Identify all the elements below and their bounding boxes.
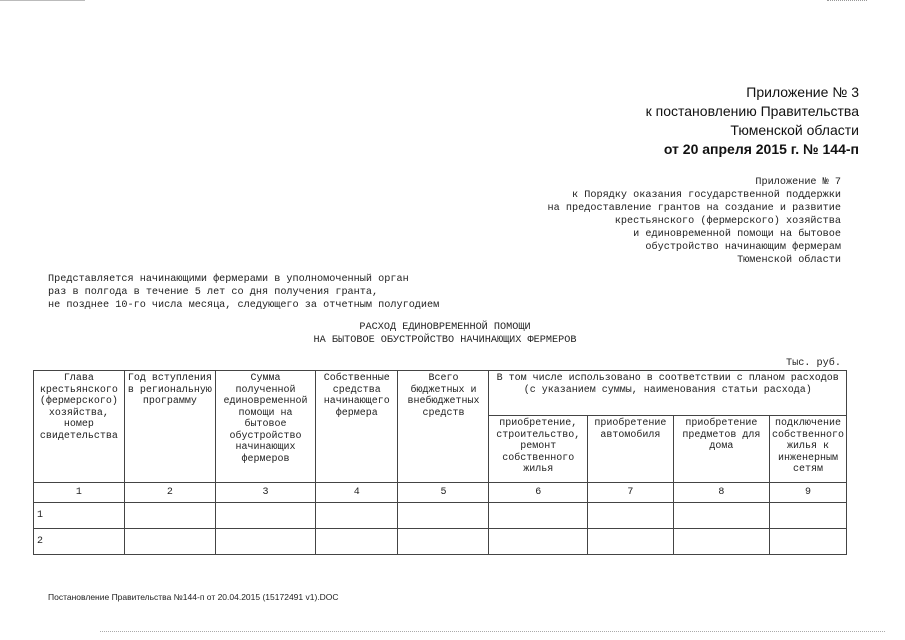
table-cell [588,503,674,529]
table-cell [769,529,846,555]
table-cell [215,503,315,529]
column-number: 5 [398,483,489,503]
intro-line: раз в полгода в течение 5 лет со дня получения гранта, [48,287,379,298]
appendix-resolution: к постановлению Правительства [645,103,859,119]
table-cell [398,529,489,555]
table-header-row [34,371,847,416]
table-cell [124,529,215,555]
table-cell [215,529,315,555]
column-number: 1 [34,483,125,503]
header-utilities: подключение собственного жилья к инженерным сетям [769,416,846,483]
title-line-1: РАСХОД ЕДИНОВРЕМЕННОЙ ПОМОЩИ [359,322,531,333]
intro-line: не позднее 10-го числа месяца, следующего за отчетным полугодием [48,300,440,311]
row-number: 1 [34,503,125,529]
table-cell [489,503,588,529]
appendix-number: Приложение № 3 [746,84,859,100]
column-number: 6 [489,483,588,503]
sub-appendix-line: обустройство начинающим фермерам [645,242,841,253]
scan-edge-line [0,0,85,1]
header-housing: приобретение, строительство, ремонт собственного жилья [489,416,588,483]
header-own-funds: Собственные средства начинающего фермера [316,371,398,483]
column-number: 4 [316,483,398,503]
table-cell [489,529,588,555]
appendix-header [459,83,859,159]
sub-appendix-line: крестьянского (фермерского) хозяйства [614,216,841,227]
header-car: приобретение автомобиля [588,416,674,483]
table-number-row [34,483,847,503]
footer-filename: Постановление Правительства №144-п от 20.04.2015 (15172491 v1).DOC [48,592,339,602]
table-cell [769,503,846,529]
table-cell [673,503,769,529]
table-cell [673,529,769,555]
scan-edge-marks [827,0,867,3]
sub-appendix-line: и единовременной помощи на бытовое [633,229,841,240]
column-number: 9 [769,483,846,503]
table-cell [124,503,215,529]
intro-note [48,273,508,312]
expense-table [33,370,847,555]
document-title [220,322,670,347]
sub-appendix [411,176,841,267]
header-household-items: приобретение предметов для дома [673,416,769,483]
units-label: Тыс. руб. [785,358,841,369]
sub-appendix-line: Приложение № 7 [755,177,841,188]
sub-appendix-line: Тюменской области [737,255,841,266]
table-cell [588,529,674,555]
table-cell [316,529,398,555]
appendix-region: Тюменской области [730,122,859,138]
column-number: 3 [215,483,315,503]
column-number: 7 [588,483,674,503]
header-used-group: В том числе использовано в соответствии с планом расходов (с указанием суммы, наименования статьи расхода) [489,371,847,416]
column-number: 8 [673,483,769,503]
column-number: 2 [124,483,215,503]
table-cell [316,503,398,529]
table-row [34,529,847,555]
sub-appendix-line: к Порядку оказания государственной поддержки [572,190,841,201]
title-line-2: НА БЫТОВОЕ ОБУСТРОЙСТВО НАЧИНАЮЩИХ ФЕРМЕРОВ [313,334,577,346]
table-cell [398,503,489,529]
header-entry-year: Год вступления в региональную программу [124,371,215,483]
intro-line: Представляется начинающими фермерами в уполномоченный орган [48,274,409,285]
header-farm-head: Глава крестьянского (фермерского) хозяйства, номер свидетельства [34,371,125,483]
header-aid-amount: Сумма полученной единовременной помощи на бытовое обустройство начинающих фермеров [215,371,315,483]
scan-edge-marks [100,631,885,634]
header-total-funds: Всего бюджетных и внебюджетных средств [398,371,489,483]
appendix-date: от 20 апреля 2015 г. № 144-п [663,141,859,157]
sub-appendix-line: на предоставление грантов на создание и развитие [547,203,841,214]
table-row [34,503,847,529]
row-number: 2 [34,529,125,555]
